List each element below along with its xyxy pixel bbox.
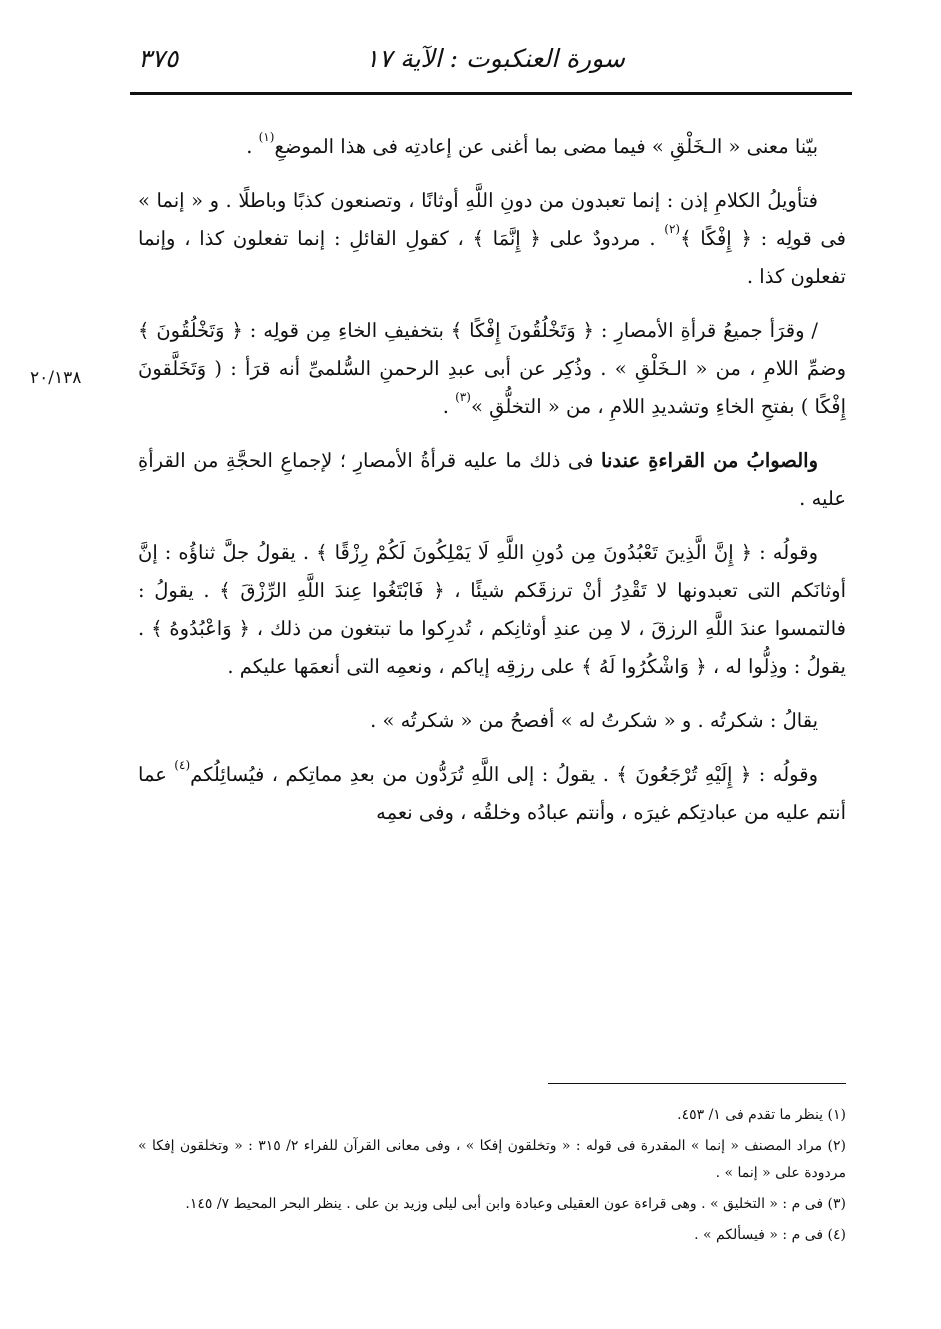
paragraph-1 [138, 128, 846, 166]
paragraph-text: فتأويلُ الكلامِ إذن : إنما تعبدون من دونِ اللَّهِ أوثانًا ، وتصنعون كذبًا وباطلًا . و « إنما » فى قولِه : ﴿ إِفْكًا ﴾ [138, 189, 846, 250]
paragraph-5 [138, 534, 846, 686]
footnote-marker: (٤) [174, 758, 191, 772]
paragraph-6 [138, 702, 846, 740]
footnotes [138, 1102, 846, 1249]
paragraph-3 [138, 312, 846, 426]
paragraph-2 [138, 182, 846, 296]
chapter-title: سورة العنكبوت : الآية ١٧ [365, 44, 625, 73]
paragraph-text: وقولُه : ﴿ إِنَّ الَّذِينَ تَعْبُدُونَ مِن دُونِ اللَّهِ لَا يَمْلِكُونَ لَكُمْ رِزْقًا ﴾ . يقولُ جلَّ ثناؤُه : إنَّ أوثانَكم التى تعبدونها لا تَقْدِرُ أنْ ترزقَكم شيئًا ، ﴿ فَابْتَغُوا عِندَ اللَّهِ الرِّزْقَ ﴾ . يقولُ : فالتمسوا عندَ اللَّهِ الرزقَ ، لا مِن عندِ أوثانِكم ، تُدرِكوا ما تبتغون من ذلك ، ﴿ وَاعْبُدُوهُ ﴾ . يقولُ : وذِلُّوا له ، ﴿ وَاشْكُرُوا لَهُ ﴾ على رزقِه إياكم ، ونعمِه التى أنعمَها عليكم . [138, 541, 846, 678]
main-text [138, 128, 846, 832]
footnote-marker: (٢) [664, 222, 681, 236]
paragraph-text: فى ذلك ما عليه قرأةُ الأمصارِ ؛ لإجماعِ الحجَّةِ من القرأةِ عليه . [138, 449, 846, 510]
paragraph-text: / وقرَأ جميعُ قرأةِ الأمصارِ : ﴿ وَتَخْلُقُونَ إِفْكًا ﴾ بتخفيفِ الخاءِ مِن قولِه : ﴿ وَتَخْلُقُونَ ﴾ وضمِّ اللامِ ، من « الـخَلْقِ » . وذُكِر عن أبى عبدِ الرحمنِ السُّلمىِّ أنه قرَأ : ( وَتَخَلَّقونَ إِفْكًا ) بفتحِ الخاءِ وتشديدِ اللامِ ، من « التخلُّقِ » [138, 319, 846, 418]
header-rule [130, 92, 852, 95]
footnote-marker: (١) [258, 130, 275, 144]
paragraph-4 [138, 442, 846, 518]
paragraph-tail: . مردودٌ على ﴿ إِنَّمَا ﴾ ، كقولِ القائلِ : إنما تفعلون كذا ، وإنما تفعلون كذا . [138, 227, 846, 288]
paragraph-text: يقالُ : شكرتُه . و « شكرتُ له » أفصحُ من « شكرتُه » . [370, 709, 818, 732]
margin-reference: ٢٠/١٣٨ [30, 368, 82, 388]
footnote-rule [548, 1083, 846, 1084]
paragraph-7 [138, 756, 846, 832]
footnote-4: (٤) فى م : « فيسألكم » . [694, 1227, 846, 1243]
paragraph-text: وقولُه : ﴿ إِلَيْهِ تُرْجَعُونَ ﴾ . يقولُ : إلى اللَّهِ تُرَدُّون من بعدِ مماتِكم ، فيُسائِلُكم [190, 763, 818, 786]
paragraph-bold-lead: والصوابُ من القراءةِ عندنا [601, 449, 818, 472]
paragraph-text: بيّنا معنى « الـخَلْقِ » فيما مضى بما أغنى عن إعادتِه فى هذا الموضعِ [274, 135, 818, 158]
paragraph-tail: . [442, 395, 456, 418]
footnote-marker: (٣) [455, 390, 471, 404]
paragraph-tail: . [246, 135, 259, 158]
footnote-3: (٣) فى م : « التخليق » . وهى قراءة عون العقيلى وعبادة وابن أبى ليلى وزيد بن على . ينظر البحر المحيط ٧/ ١٤٥. [185, 1196, 846, 1212]
page-number: ٣٧٥ [138, 44, 179, 73]
paragraph-tail: عما أنتم عليه من عبادتِكم غيرَه ، وأنتم عبادُه وخلقُه ، وفى نعمِه [138, 763, 846, 824]
running-header [130, 38, 850, 82]
footnote-2: (٢) مراد المصنف « إنما » المقدرة فى قوله : « وتخلقون إفكا » ، وفى معانى القرآن للفراء ٢/ ٣١٥ : « وتخلقون إفكا » مردودة على « إنما » . [138, 1138, 846, 1181]
footnote-1: (١) ينظر ما تقدم فى ١/ ٤٥٣. [677, 1107, 846, 1123]
